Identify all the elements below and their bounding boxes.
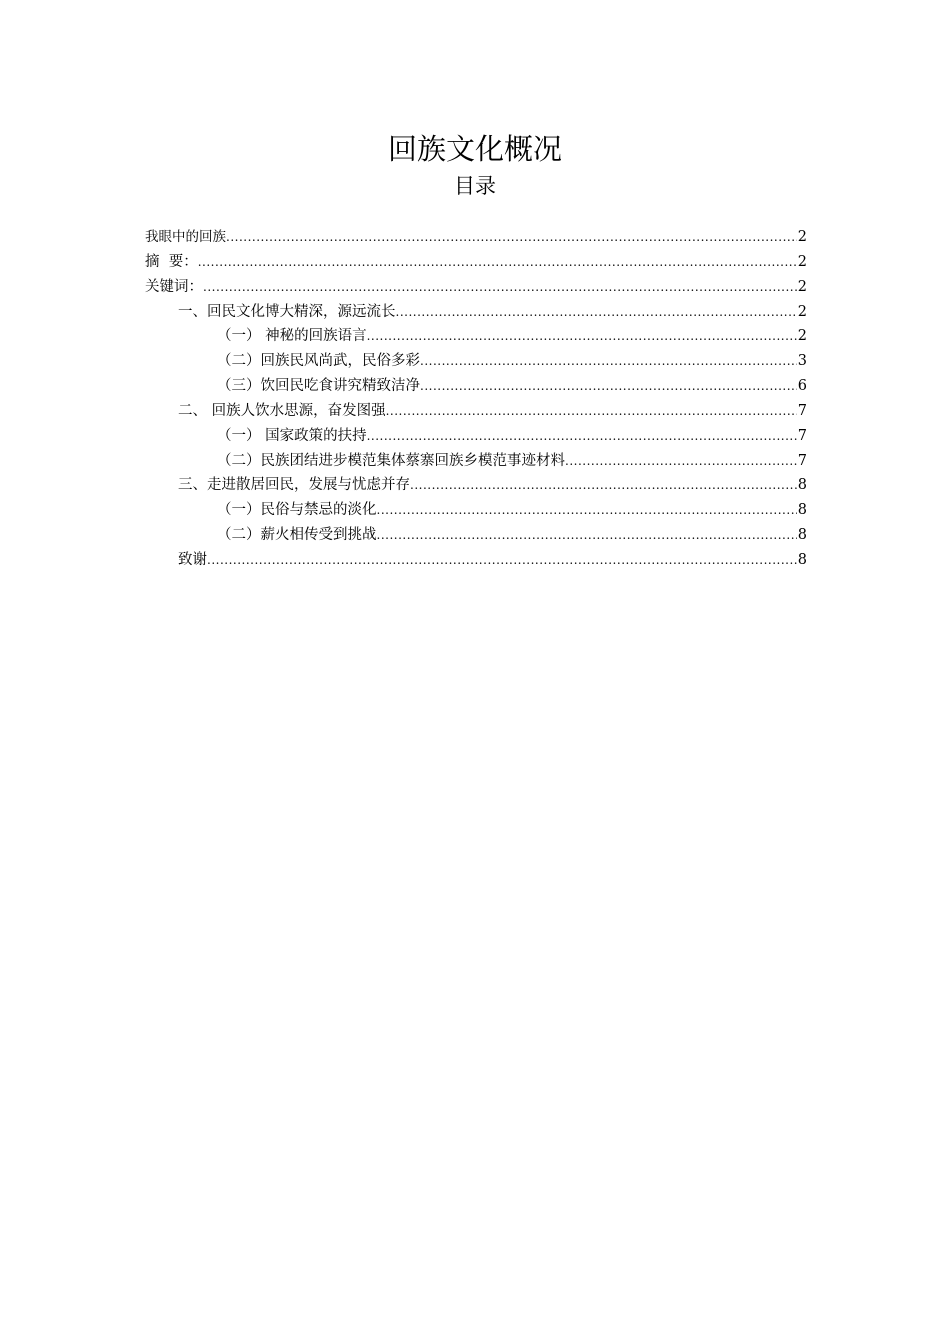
toc-dot-leader	[396, 300, 797, 325]
toc-entry-text: （二）民族团结进步模范集体蔡寨回族乡模范事迹材料	[217, 452, 565, 469]
toc-page-number: 7	[797, 427, 807, 444]
toc-entry-text: （二）薪火相传受到挑战	[217, 527, 377, 544]
toc-entry-section-1[interactable]	[145, 300, 807, 325]
toc-entry-text: 一、回民文化博大精深，源远流长	[178, 303, 396, 320]
toc-entry-section-3[interactable]	[145, 473, 807, 498]
toc-entry-text: 摘 要：	[145, 253, 198, 270]
toc-entry-text: （一） 神秘的回族语言	[217, 328, 367, 345]
toc-entry-abstract[interactable]	[145, 250, 807, 275]
toc-entry-text: 三、走进散居回民，发展与忧虑并存	[178, 477, 410, 494]
toc-heading: 目录	[454, 174, 496, 198]
toc-dot-leader	[203, 275, 797, 300]
toc-page-number: 2	[797, 253, 807, 270]
toc-entry-section-3-1[interactable]	[145, 498, 807, 523]
toc-entry-text: （二）回族民风尚武，民俗多彩	[217, 353, 420, 370]
toc-page-number: 8	[797, 477, 807, 494]
toc-entry-section-2[interactable]	[145, 399, 807, 424]
toc-dot-leader	[386, 399, 797, 424]
toc-page-number: 2	[797, 328, 807, 345]
toc-entry-acknowledgements[interactable]	[145, 548, 807, 573]
toc-entry-section-1-1[interactable]	[145, 324, 807, 349]
toc-entry-section-2-1[interactable]	[145, 424, 807, 449]
toc-page-number: 2	[797, 229, 807, 245]
toc-entry-text: 二、 回族人饮水思源，奋发图强	[178, 402, 386, 419]
toc-page-number: 8	[797, 551, 807, 568]
toc-dot-leader	[198, 250, 797, 275]
toc-page-number: 6	[797, 378, 807, 395]
toc-entry-text: 致谢	[178, 551, 207, 568]
toc-page-number: 8	[797, 502, 807, 519]
toc-dot-leader	[377, 498, 797, 523]
toc-entry-section-1-2[interactable]	[145, 349, 807, 374]
toc-dot-leader	[207, 548, 797, 573]
toc-dot-leader	[410, 473, 797, 498]
toc-page-number: 7	[797, 452, 807, 469]
toc-page-number: 8	[797, 527, 807, 544]
toc-dot-leader	[367, 424, 797, 449]
toc-dot-leader	[377, 523, 797, 548]
document-title: 回族文化概况	[387, 132, 562, 166]
toc-page-number: 2	[797, 278, 807, 295]
toc-entry-text: 我眼中的回族	[145, 229, 226, 245]
toc-page-number: 3	[797, 353, 807, 370]
toc-entry-section-2-2[interactable]	[145, 449, 807, 474]
toc-entry-text: 关键词：	[145, 278, 203, 295]
toc-dot-leader	[565, 449, 797, 474]
toc-page-number: 2	[797, 303, 807, 320]
toc-entry-text: （三）饮回民吃食讲究精致洁净	[217, 378, 420, 395]
table-of-contents	[145, 225, 807, 573]
toc-dot-leader	[420, 349, 797, 374]
toc-entry-text: （一）民俗与禁忌的淡化	[217, 502, 377, 519]
toc-entry-section-1-3[interactable]	[145, 374, 807, 399]
toc-entry-my-view-of-hui[interactable]	[145, 225, 807, 250]
toc-entry-section-3-2[interactable]	[145, 523, 807, 548]
toc-dot-leader	[420, 374, 797, 399]
toc-dot-leader	[226, 225, 797, 250]
toc-entry-keywords[interactable]	[145, 275, 807, 300]
toc-dot-leader	[367, 324, 797, 349]
toc-entry-text: （一） 国家政策的扶持	[217, 427, 367, 444]
toc-page-number: 7	[797, 402, 807, 419]
